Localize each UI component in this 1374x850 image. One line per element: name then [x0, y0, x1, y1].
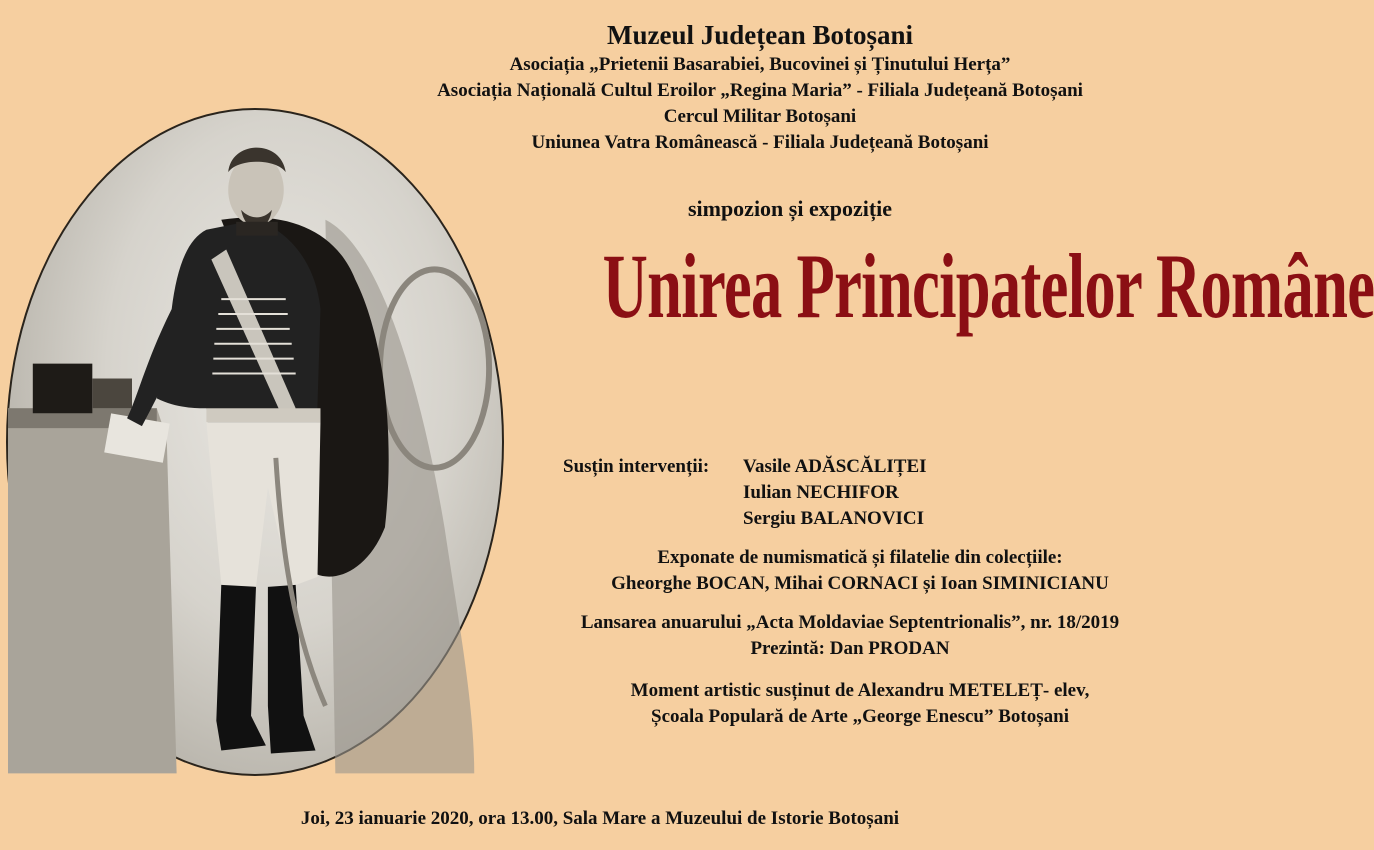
exhibits-collectors: Gheorghe BOCAN, Mihai CORNACI și Ioan SIMINICIANU	[611, 573, 1109, 594]
event-date-venue: Joi, 23 ianuarie 2020, ora 13.00, Sala Mare a Muzeului de Istorie Botoșani	[300, 808, 900, 829]
organizer-line: Asociația „Prietenii Basarabiei, Bucovinei și Ținutului Herța”	[509, 54, 1011, 75]
portrait-image	[6, 108, 504, 776]
organizers-header	[330, 18, 1190, 156]
artistic-section	[540, 678, 1180, 730]
event-subtitle: simpozion și expoziție	[687, 196, 893, 221]
exhibits-line: Exponate de numismatică și filatelie din colecțiile:	[657, 547, 1063, 568]
launch-line: Lansarea anuarului „Acta Moldaviae Septentrionalis”, nr. 18/2019	[580, 612, 1120, 633]
presenter-line: Prezintă: Dan PRODAN	[750, 638, 950, 659]
speaker-name: Vasile ADĂSCĂLIȚEI	[743, 456, 927, 477]
artistic-line: Moment artistic susținut de Alexandru METELEȚ- elev,	[630, 680, 1090, 701]
organizer-line: Uniunea Vatra Românească - Filiala Județeană Botoșani	[531, 132, 989, 153]
organizer-line: Cercul Militar Botoșani	[663, 106, 857, 127]
speakers-label: Susțin intervenții:	[563, 456, 710, 477]
speaker-name: Iulian NECHIFOR	[743, 482, 899, 503]
museum-name: Muzeul Județean Botoșani	[606, 20, 914, 50]
organizer-line: Asociația Națională Cultul Eroilor „Regina Maria” - Filiala Județeană Botoșani	[437, 80, 1083, 101]
book-launch-section	[500, 610, 1200, 662]
speaker-name: Sergiu BALANOVICI	[743, 508, 925, 529]
exhibits-section	[540, 545, 1180, 597]
speakers-section	[563, 454, 927, 532]
event-title: Unirea Principatelor Române	[602, 235, 1374, 337]
school-line: Școala Populară de Arte „George Enescu” Botoșani	[651, 706, 1069, 727]
